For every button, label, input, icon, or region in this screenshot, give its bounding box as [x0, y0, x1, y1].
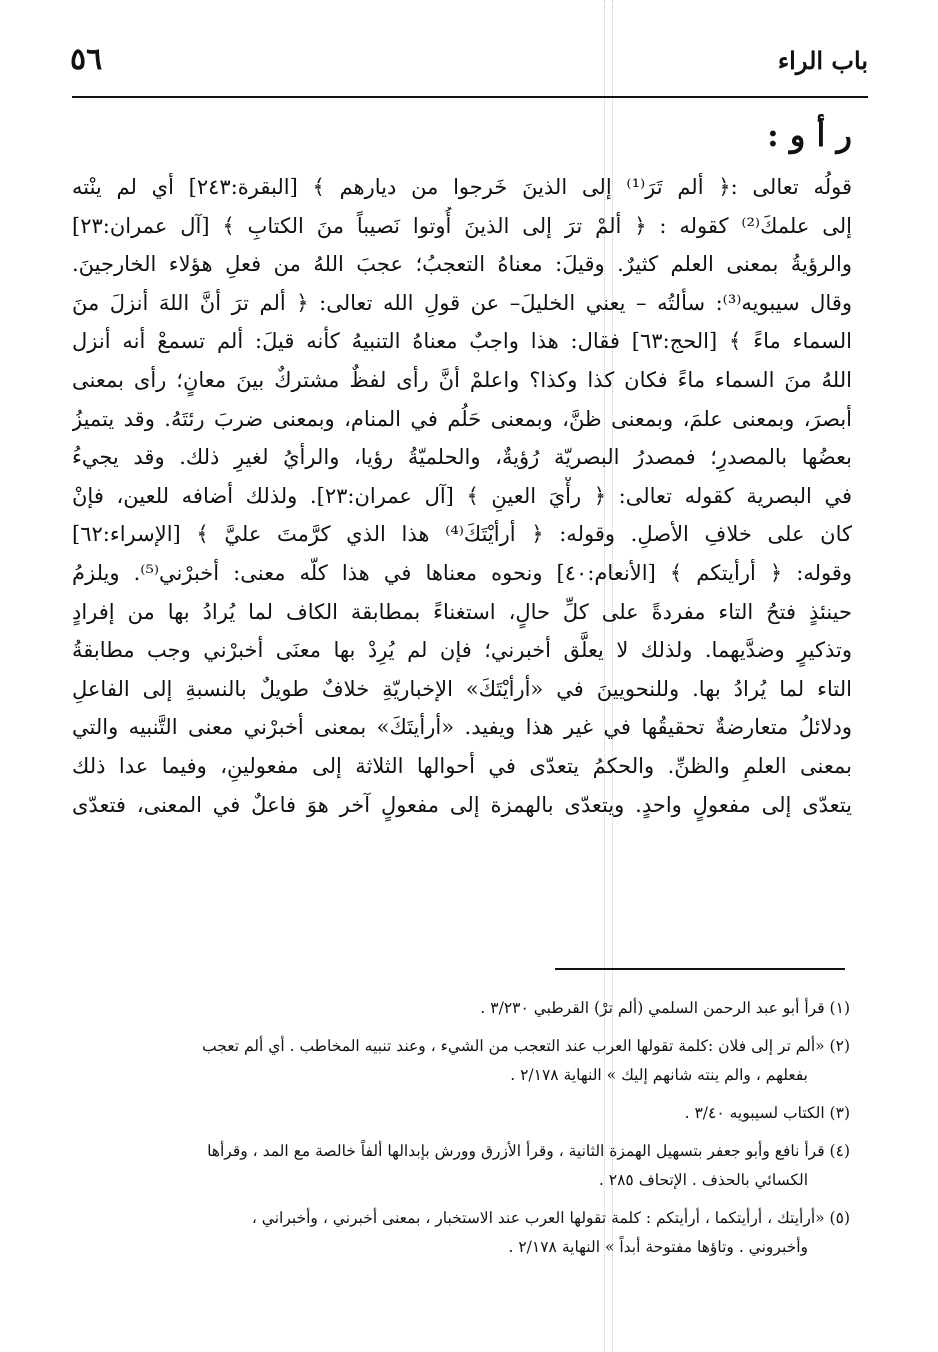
page-number: ٥٦	[70, 42, 103, 77]
body-line: وتذكيرٍ وضدَّيهما. ولذلك لا يعلَّق أخبرني؛ فإن لم يُرِدْ بها معنَى أخبرْني وجب مطابقةُ	[72, 638, 852, 663]
running-title: باب الراء	[777, 46, 868, 75]
entry-body	[72, 168, 852, 824]
body-line: حينئذٍ فتحُ التاء مفردةً على كلِّ حالٍ، استغناءً بمطابقة الكاف لما يُرادُ بها من إفرادٍ	[72, 599, 852, 624]
body-line: والرؤيةُ بمعنى العلم كثيرٌ. وقيلَ: معناهُ التعجبُ؛ عجبَ اللهُ من فعلِ هؤلاء الخارجينَ.	[72, 252, 852, 277]
footnote-line: (٢) «ألم تر إلى فلان :كلمة تقولها العرب عند التعجب من الشيء ، وعند تنبيه المخاطب . أي ألم تعجب	[202, 1037, 850, 1055]
footnote-1	[76, 994, 850, 1023]
body-line: كان على خلافِ الأصلِ. وقوله: ﴿ أرأيْتَكَ⁽⁴⁾ هذا الذي كرَّمتَ عليَّ ﴾ [الإسراء:٦٢]	[72, 522, 852, 547]
footnote-4	[76, 1137, 850, 1195]
footnote-separator	[555, 968, 845, 970]
body-line: وقال سيبويه⁽³⁾: سألتُه – يعني الخليلَ– عن قولِ الله تعالى: ﴿ ألم ترَ أنَّ اللهَ أنزلَ منَ	[72, 290, 852, 315]
footnote-line: (١) قرأ أبو عبد الرحمن السلمي (ألم ترْ) القرطبي ٣/٢٣٠ .	[480, 999, 850, 1017]
footnote-line: (٤) قرأ نافع وأبو جعفر بتسهيل الهمزة الثانية ، وقرأ الأزرق وورش بإبدالها ألفاً خالصة مع المد ، وقرأها	[207, 1142, 850, 1160]
body-line: ودلائلُ متعارضةٌ تحقيقُها في غير هذا ويفيد. «أرأيتَكَ» بمعنى أخبرْني معنى التَّنبيه والتي	[72, 715, 852, 740]
entry-heading: ر أ و :	[766, 116, 852, 154]
footnote-3	[76, 1099, 850, 1128]
body-line: التاء لما يُرادُ بها. وللنحويينَ في «أرأيْتَكَ» الإخباريّةِ خلافٌ طويلٌ بالنسبةِ إلى الفاعلِ	[72, 676, 852, 701]
footnote-line: بفعلهم ، والم ينته شانهم إليك » النهاية ٢/١٧٨ .	[510, 1066, 808, 1084]
footnotes	[76, 994, 850, 1271]
footnote-line: (٣) الكتاب لسيبويه ٣/٤٠ .	[684, 1104, 850, 1122]
body-line: قولُه تعالى :﴿ ألم تَرَ⁽¹⁾ إلى الذينَ خَرجوا من ديارهم ﴾ [البقرة:٢٤٣] أي لم ينْته	[72, 175, 852, 199]
footnote-line: الكسائي بالحذف . الإتحاف ٢٨٥ .	[598, 1171, 808, 1189]
footnote-2	[76, 1032, 850, 1090]
body-line: في البصرية كقوله تعالى: ﴿ رأْيَ العينِ ﴾ [آل عمران:٢٣]. ولذلك أضافه للعين، فإنْ	[72, 483, 852, 508]
body-line: وقوله: ﴿ أرأيتكم ﴾ [الأنعام:٤٠] ونحوه معناها في هذا كلّه معنى: أخبرْني⁽⁵⁾. ويلزمُ	[72, 560, 852, 585]
body-line: السماء ماءً ﴾ [الحج:٦٣] فقال: هذا واجبٌ معناهُ التنبيهُ كأنه قيلَ: ألم تسمعْ أنه أنزل	[72, 329, 852, 354]
footnote-line: (٥) «أرأيتك ، أرأيتكما ، أرأيتكم : كلمة تقولها العرب عند الاستخبار ، بمعنى أخبرني ، وأخبراني ،	[251, 1209, 850, 1227]
footnote-5	[76, 1204, 850, 1262]
body-line: بمعنى العلمِ والظنِّ. والحكمُ يتعدّى في أحوالها الثلاثة إلى مفعولينِ، وفيما عدا ذلك	[72, 753, 852, 778]
body-line: إلى علمكَ⁽²⁾ كقوله : ﴿ ألمْ ترَ إلى الذينَ أُوتوا نَصيباً منَ الكتابِ ﴾ [آل عمران:٢٣]	[72, 213, 852, 238]
header-rule	[72, 96, 868, 98]
body-line: اللهُ منَ السماء ماءً فكان كذا وكذا؟ واعلمْ أنَّ رأى لفظٌ مشتركٌ بينَ معانٍ؛ رأى بمعنى	[72, 367, 852, 392]
body-line: أبصرَ، وبمعنى علمَ، وبمعنى ظنَّ، وبمعنى حَلُم في المنام، وبمعنى ضربَ رئتَهُ. وقد يتميزُ	[72, 406, 852, 431]
footnote-line: وأخبروني . وتاؤها مفتوحة أبداً » النهاية ٢/١٧٨ .	[508, 1238, 808, 1256]
body-line: يتعدّى إلى مفعولٍ واحدٍ. ويتعدّى بالهمزة إلى مفعولٍ آخر هوَ فاعلٌ في المعنى، فتعدّى	[72, 792, 852, 817]
page-header	[70, 38, 868, 96]
body-line: بعضُها بالمصدرِ؛ فمصدرُ البصريّة رُؤيةٌ، والحلميّةُ رؤيا، والرأيُ لغيرِ ذلك. وقد يجيءُ	[72, 445, 852, 470]
